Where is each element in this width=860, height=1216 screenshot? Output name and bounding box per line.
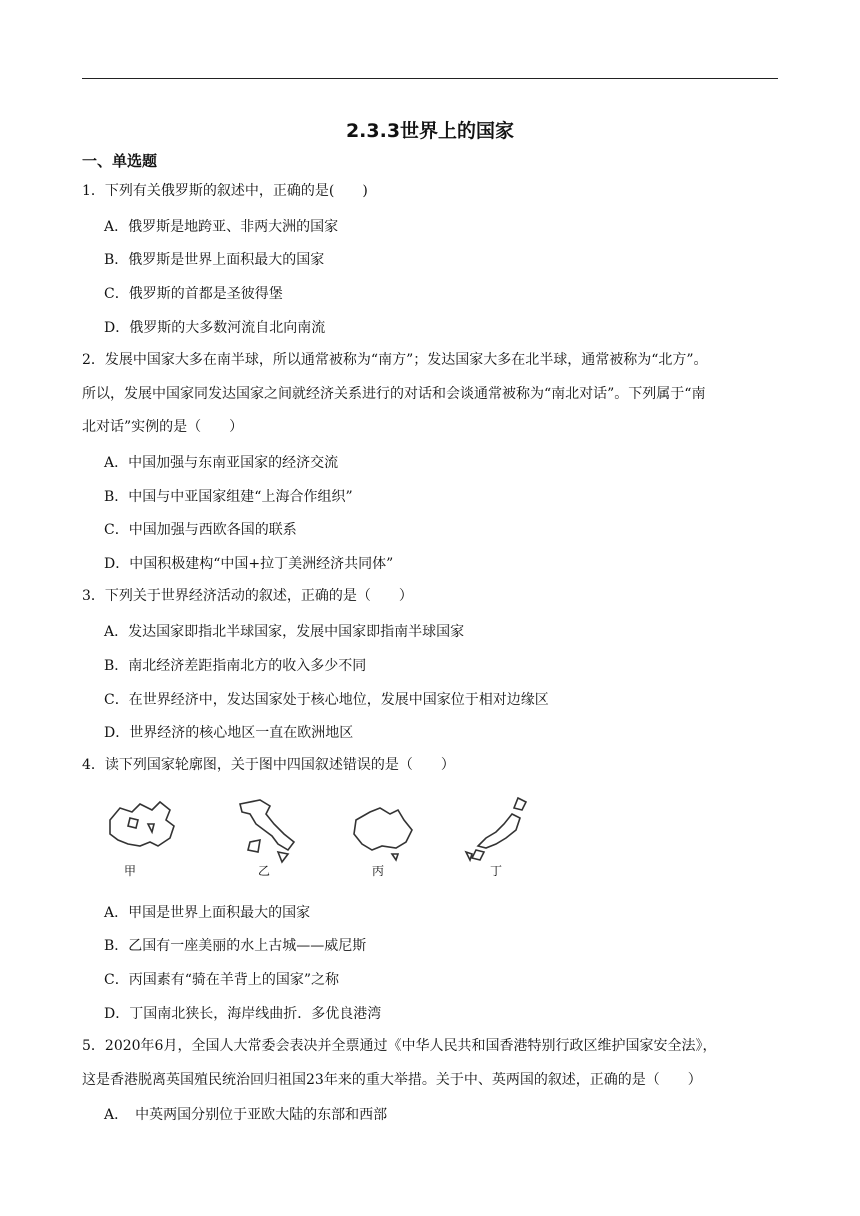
section-heading: 一、单选题 xyxy=(82,152,158,170)
question-5-stem-line-2: 这是香港脱离英国殖民统治回归祖国23年来的重大举措。关于中、英两国的叙述，正确的是（ ） xyxy=(82,1072,702,1088)
figure-label-jia: 甲 xyxy=(124,864,137,878)
question-2-stem-line-2: 所以，发展中国家同发达国家之间就经济关系进行的对话和会谈通常被称为“南北对话”。下列属于“南 xyxy=(82,386,706,402)
question-1-option-a[interactable]: A．俄罗斯是地跨亚、非两大洲的国家 xyxy=(104,219,339,235)
question-3-option-b[interactable]: B．南北经济差距指南北方的收入多少不同 xyxy=(104,658,367,674)
question-5-option-a[interactable]: A． 中英两国分别位于亚欧大陆的东部和西部 xyxy=(104,1107,388,1123)
question-2-option-d[interactable]: D．中国积极建构“中国+拉丁美洲经济共同体” xyxy=(104,556,394,572)
question-2-stem-line-1: 2．发展中国家大多在南半球，所以通常被称为“南方”；发达国家大多在北半球，通常被称为“北方”。 xyxy=(82,352,708,368)
figure-label-yi: 乙 xyxy=(258,864,271,878)
question-2-stem-line-3: 北对话”实例的是（ ） xyxy=(82,419,244,435)
country-outline-map xyxy=(100,790,546,886)
question-4-option-a[interactable]: A．甲国是世界上面积最大的国家 xyxy=(104,905,311,921)
question-3-stem: 3．下列关于世界经济活动的叙述，正确的是（ ） xyxy=(82,588,413,604)
question-2-option-c[interactable]: C．中国加强与西欧各国的联系 xyxy=(104,522,297,538)
outline-japan xyxy=(466,798,526,860)
question-4-option-d[interactable]: D．丁国南北狭长，海岸线曲折．多优良港湾 xyxy=(104,1006,382,1022)
outline-australia xyxy=(354,808,412,860)
question-4-stem: 4．读下列国家轮廓图，关于图中四国叙述错误的是（ ） xyxy=(82,757,455,773)
question-5-stem-line-1: 5．2020年6月，全国人大常委会表决并全票通过《中华人民共和国香港特别行政区维护国家安全法》， xyxy=(82,1038,717,1054)
outline-italy xyxy=(240,800,294,862)
header-rule xyxy=(82,78,778,79)
country-outline-figure xyxy=(100,790,546,886)
question-3-option-d[interactable]: D．世界经济的核心地区一直在欧洲地区 xyxy=(104,725,354,741)
question-2-option-a[interactable]: A．中国加强与东南亚国家的经济交流 xyxy=(104,455,339,471)
outline-canada xyxy=(110,802,174,846)
question-1-option-b[interactable]: B．俄罗斯是世界上面积最大的国家 xyxy=(104,252,325,268)
question-1-stem: 1．下列有关俄罗斯的叙述中，正确的是( ) xyxy=(82,183,368,199)
question-1-option-c[interactable]: C．俄罗斯的首都是圣彼得堡 xyxy=(104,286,283,302)
figure-label-ding: 丁 xyxy=(490,864,503,878)
question-4-option-b[interactable]: B．乙国有一座美丽的水上古城——威尼斯 xyxy=(104,938,367,954)
figure-label-bing: 丙 xyxy=(372,864,385,878)
question-2-option-b[interactable]: B．中国与中亚国家组建“上海合作组织” xyxy=(104,489,353,505)
question-1-option-d[interactable]: D．俄罗斯的大多数河流自北向南流 xyxy=(104,320,326,336)
question-3-option-a[interactable]: A．发达国家即指北半球国家，发展中国家即指南半球国家 xyxy=(104,624,465,640)
question-3-option-c[interactable]: C．在世界经济中，发达国家处于核心地位，发展中国家位于相对边缘区 xyxy=(104,692,549,708)
question-4-option-c[interactable]: C．丙国素有“骑在羊背上的国家”之称 xyxy=(104,972,340,988)
page-title: 2.3.3世界上的国家 xyxy=(345,120,515,142)
